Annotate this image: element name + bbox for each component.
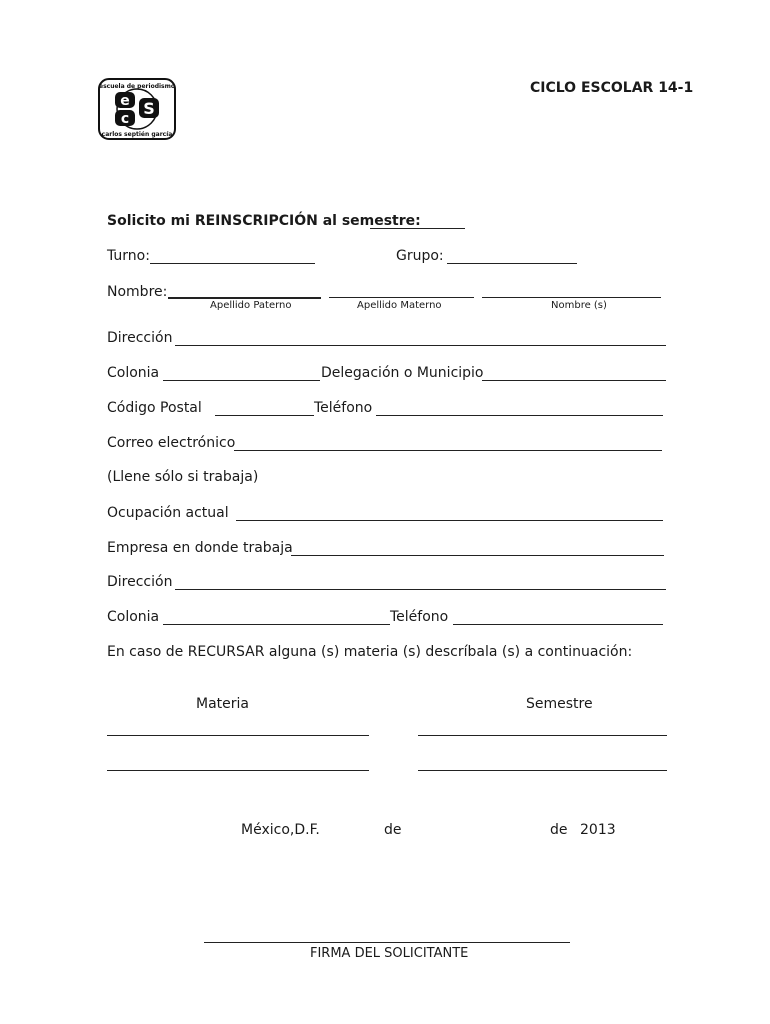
- turno-field-line[interactable]: [150, 263, 315, 264]
- colonia-label: Colonia: [107, 365, 160, 381]
- colonia-field-line[interactable]: [163, 380, 320, 381]
- grupo-label: Grupo:: [396, 248, 444, 264]
- ocupacion-label: Ocupación actual: [107, 505, 229, 521]
- colonia-trabajo-field-line[interactable]: [163, 624, 390, 625]
- svg-text:e: e: [120, 93, 130, 109]
- year-text: 2013: [580, 822, 616, 838]
- turno-label: Turno:: [107, 248, 150, 264]
- logo-text-top: escuela de periodismo: [99, 83, 175, 90]
- telefono-trabajo-label: Teléfono: [390, 609, 449, 625]
- empresa-label: Empresa en donde trabaja: [107, 540, 293, 556]
- correo-label: Correo electrónico: [107, 435, 236, 451]
- semestre-field-line-2[interactable]: [418, 770, 667, 771]
- telefono-field-line[interactable]: [376, 415, 663, 416]
- materia-field-line-1[interactable]: [107, 735, 369, 736]
- solicito-label: Solicito mi REINSCRIPCIÓN al semestre:: [107, 213, 421, 229]
- nombres-field-line[interactable]: [482, 297, 661, 298]
- semestre-header: Semestre: [526, 696, 593, 712]
- codigo-postal-label: Código Postal: [107, 400, 202, 416]
- grupo-field-line[interactable]: [447, 263, 577, 264]
- direccion-field-line[interactable]: [175, 345, 666, 346]
- codigo-postal-field-line[interactable]: [215, 415, 314, 416]
- apellido-materno-field-line[interactable]: [329, 297, 474, 298]
- delegacion-label: Delegación o Municipio: [321, 365, 484, 381]
- colonia-trabajo-label: Colonia: [107, 609, 160, 625]
- svg-text:S: S: [143, 99, 155, 118]
- lugar-text: México,D.F.: [241, 822, 320, 838]
- de-text-1: de: [384, 822, 402, 838]
- direccion-label: Dirección: [107, 330, 173, 346]
- telefono-trabajo-field-line[interactable]: [453, 624, 663, 625]
- ciclo-escolar-title: CICLO ESCOLAR 14-1: [530, 80, 694, 96]
- apellido-materno-caption: Apellido Materno: [357, 300, 442, 311]
- svg-text:c: c: [120, 111, 130, 127]
- ocupacion-field-line[interactable]: [236, 520, 663, 521]
- logo-text-bottom: carlos septién garcía: [101, 131, 173, 138]
- nombre-label: Nombre:: [107, 284, 168, 300]
- apellido-paterno-caption: Apellido Paterno: [210, 300, 292, 311]
- de-text-2: de: [550, 822, 568, 838]
- school-logo: [98, 78, 176, 140]
- materia-header: Materia: [196, 696, 249, 712]
- llene-note: (Llene sólo si trabaja): [107, 469, 259, 485]
- semestre-field-line-1[interactable]: [418, 735, 667, 736]
- direccion-trabajo-field-line[interactable]: [175, 589, 666, 590]
- firma-field-line[interactable]: [204, 942, 570, 943]
- semestre-field-line[interactable]: [370, 228, 465, 229]
- nombres-caption: Nombre (s): [551, 300, 607, 311]
- delegacion-field-line[interactable]: [482, 380, 666, 381]
- correo-field-line[interactable]: [234, 450, 662, 451]
- recursar-instructions: En caso de RECURSAR alguna (s) materia (s) descríbala (s) a continuación:: [107, 644, 633, 660]
- materia-field-line-2[interactable]: [107, 770, 369, 771]
- empresa-field-line[interactable]: [291, 555, 664, 556]
- direccion-trabajo-label: Dirección: [107, 574, 173, 590]
- apellido-paterno-field-line[interactable]: [168, 297, 321, 299]
- telefono-label: Teléfono: [314, 400, 373, 416]
- firma-label: FIRMA DEL SOLICITANTE: [310, 946, 469, 961]
